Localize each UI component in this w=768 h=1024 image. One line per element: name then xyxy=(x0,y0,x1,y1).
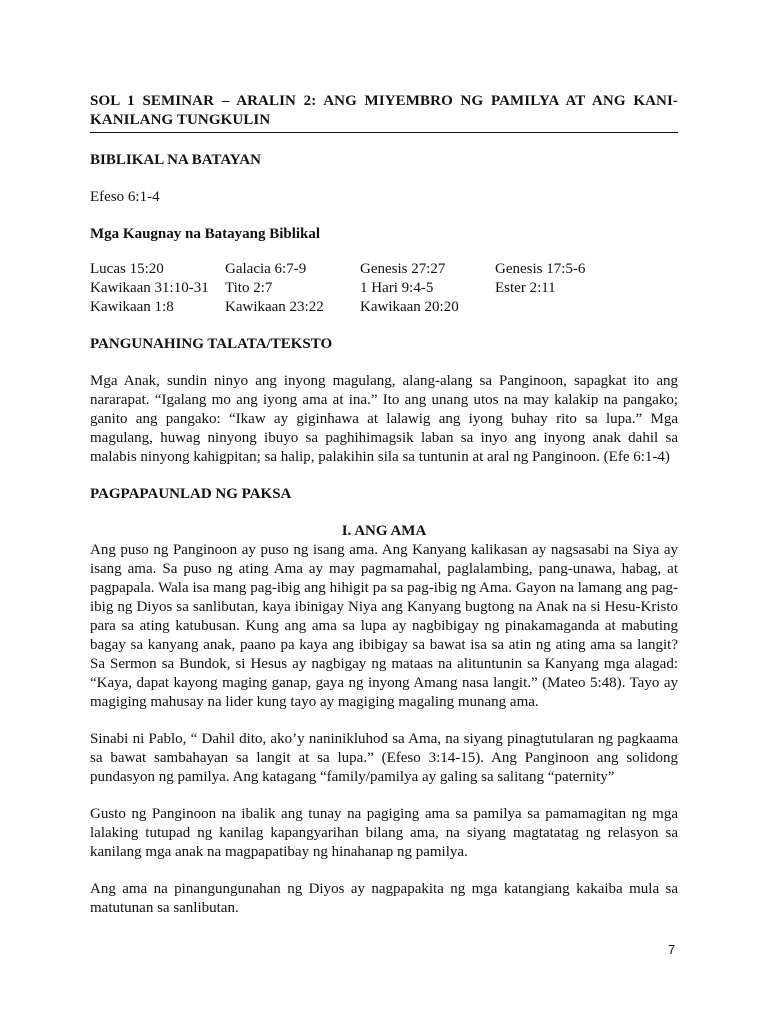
related-references-grid xyxy=(90,260,678,317)
reference-item: Tito 2:7 xyxy=(225,280,273,296)
development-heading: PAGPAPAUNLAD NG PAKSA xyxy=(90,486,292,502)
reference-item: Lucas 15:20 xyxy=(90,261,164,277)
reference-item: 1 Hari 9:4-5 xyxy=(360,280,434,296)
document-title: SOL 1 SEMINAR – ARALIN 2: ANG MIYEMBRO NG PAMILYA AT ANG KANI-KANILANG TUNGKULIN xyxy=(90,92,678,133)
document-page xyxy=(90,92,678,918)
body-paragraph: Ang ama na pinangungunahan ng Diyos ay nagpapakita ng mga katangiang kakaiba mula sa matutunan sa sanlibutan. xyxy=(90,881,678,916)
reference-item: Kawikaan 1:8 xyxy=(90,299,174,315)
body-paragraph: Gusto ng Panginoon na ibalik ang tunay na pagiging ama sa pamilya sa pamamagitan ng mga lalaking tutupad ng kanilag kapangyarihan bilang ama, na siyang magtatatag ng relasyon sa kanilang mga anak na magpapatibay ng hinahanap ng pamilya. xyxy=(90,806,678,860)
body-paragraph: Ang puso ng Panginoon ay puso ng isang ama. Ang Kanyang kalikasan ay nagsasabi na Siya ay isang ama. Sa puso ng ating Ama ay may pagmamahal, paglalambing, pang-unawa, habag, at pagpapala. Wala isa mang pag-ibig ang hihigit pa sa pag-ibig ng Ama. Gayon na lamang ang pag-ibig ng Diyos sa sanlibutan, kaya ibinigay Niya ang Kanyang bugtong na Anak na si Hesu-Kristo para sa ating katubusan. Kung ang ama sa lupa ay nagbibigay ng pinakamaganda at mabuting bagay sa kanyang anak, paano pa kaya ang ibibigay sa bawat isa sa atin ng ating ama sa langit? Sa Sermon sa Bundok, si Hesus ay nagbigay ng mataas na alituntunin sa Kanyang mga alagad: “Kaya, dapat kayong maging ganap, gaya ng inyong Amang nasa langit.” (Mateo 5:48). Tayo ay magiging mahusay na lider kung tayo ay magiging magaling munang ama. xyxy=(90,542,678,710)
reference-item: Genesis 27:27 xyxy=(360,261,446,277)
reference-item xyxy=(495,298,630,317)
biblical-basis-verse: Efeso 6:1-4 xyxy=(90,189,160,205)
main-text-heading: PANGUNAHING TALATA/TEKSTO xyxy=(90,336,333,352)
reference-item: Kawikaan 20:20 xyxy=(360,299,459,315)
reference-item: Kawikaan 31:10-31 xyxy=(90,280,209,296)
biblical-basis-heading: BIBLIKAL NA BATAYAN xyxy=(90,152,261,168)
related-references-heading: Mga Kaugnay na Batayang Biblikal xyxy=(90,226,321,242)
reference-item: Galacia 6:7-9 xyxy=(225,261,307,277)
main-text-body: Mga Anak, sundin ninyo ang inyong magulang, alang-alang sa Panginoon, sapagkat ito ang nararapat. “Igalang mo ang iyong ama at ina.” Ito ang unang utos na may kalakip na pangako; ganito ang pangako: “Ikaw ay giginhawa at lalawig ang iyong buhay rito sa lupa.” Mga magulang, huwag ninyong ibuyo sa paghihimagsik laban sa inyo ang inyong anak dahil sa malabis ninyong kahigpitan; sa halip, palakihin sila sa tuntunin at aral ng Panginoon. (Efe 6:1-4) xyxy=(90,373,678,465)
body-paragraph: Sinabi ni Pablo, “ Dahil dito, ako’y naninikluhod sa Ama, na siyang pinagtutularan ng pagkaama sa bawat sambahayan sa langit at sa lupa.” (Efeso 3:14-15). Ang Panginoon ang solidong pundasyon ng pamilya. Ang katagang “family/pamilya ay galing sa salitang “paternity” xyxy=(90,731,678,785)
reference-item: Kawikaan 23:22 xyxy=(225,299,324,315)
page-number: 7 xyxy=(668,942,676,957)
section-title-ang-ama: I. ANG AMA xyxy=(341,523,427,539)
reference-item: Ester 2:11 xyxy=(495,280,556,296)
reference-item: Genesis 17:5-6 xyxy=(495,261,586,277)
